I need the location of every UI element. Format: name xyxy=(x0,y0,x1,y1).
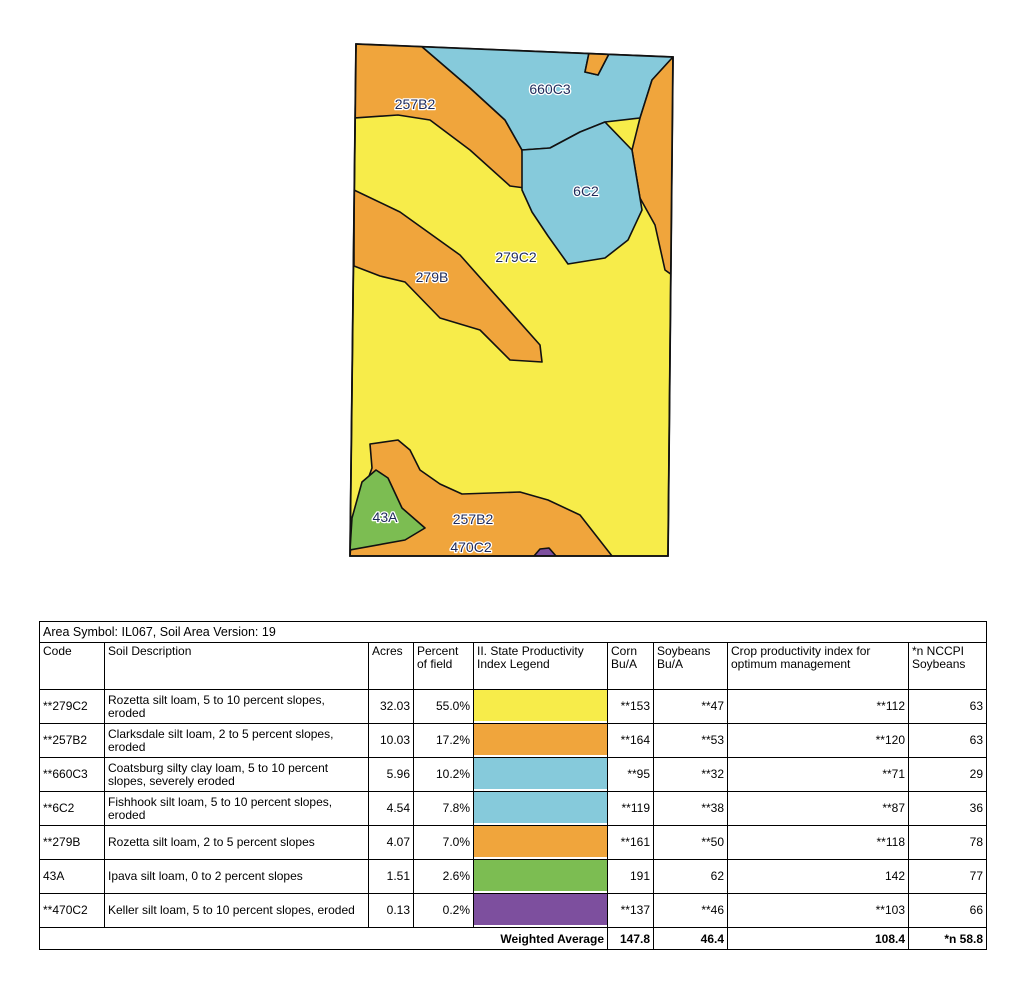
cell-cpi: 142 xyxy=(728,860,909,894)
cell-code: **279C2 xyxy=(40,690,105,724)
legend-swatch xyxy=(474,894,607,925)
header-soybeans: Soybeans Bu/A xyxy=(654,643,728,690)
cell-corn: **95 xyxy=(608,758,654,792)
cell-soybeans: **46 xyxy=(654,894,728,928)
cell-code: **279B xyxy=(40,826,105,860)
cell-acres: 1.51 xyxy=(369,860,414,894)
weighted-average-soybeans: 46.4 xyxy=(654,928,728,950)
legend-swatch xyxy=(474,860,607,891)
cell-soybeans: **53 xyxy=(654,724,728,758)
cell-cpi: **112 xyxy=(728,690,909,724)
cell-acres: 5.96 xyxy=(369,758,414,792)
cell-code: 43A xyxy=(40,860,105,894)
table-row xyxy=(40,690,987,724)
weighted-average-nccpi: *n 58.8 xyxy=(909,928,987,950)
header-description: Soil Description xyxy=(105,643,369,690)
legend-swatch xyxy=(474,792,607,823)
header-cpi: Crop productivity index for optimum management xyxy=(728,643,909,690)
map-label-257B2-top: 257B2 xyxy=(394,96,436,112)
map-label-470C2: 470C2 xyxy=(450,539,492,555)
cell-corn: **164 xyxy=(608,724,654,758)
cell-description: Rozetta silt loam, 5 to 10 percent slopes, eroded xyxy=(105,690,369,724)
soil-table xyxy=(39,621,987,950)
cell-description: Fishhook silt loam, 5 to 10 percent slopes, eroded xyxy=(105,792,369,826)
cell-cpi: **118 xyxy=(728,826,909,860)
cell-percent: 2.6% xyxy=(414,860,474,894)
cell-nccpi: 77 xyxy=(909,860,987,894)
cell-soybeans: **50 xyxy=(654,826,728,860)
header-row xyxy=(40,643,987,690)
weighted-average-cpi: 108.4 xyxy=(728,928,909,950)
cell-percent: 7.0% xyxy=(414,826,474,860)
soil-table-container xyxy=(39,621,986,950)
cell-acres: 4.07 xyxy=(369,826,414,860)
cell-corn: **137 xyxy=(608,894,654,928)
legend-swatch xyxy=(474,826,607,857)
header-nccpi: *n NCCPI Soybeans xyxy=(909,643,987,690)
cell-code: **660C3 xyxy=(40,758,105,792)
legend-swatch xyxy=(474,690,607,721)
map-label-279C2: 279C2 xyxy=(495,249,537,265)
cell-acres: 0.13 xyxy=(369,894,414,928)
map-label-257B2-bottom: 257B2 xyxy=(452,511,494,527)
cell-legend xyxy=(474,860,608,894)
cell-nccpi: 78 xyxy=(909,826,987,860)
header-legend: II. State Productivity Index Legend xyxy=(474,643,608,690)
table-row xyxy=(40,894,987,928)
map-label-660C3: 660C3 xyxy=(529,81,571,97)
cell-nccpi: 36 xyxy=(909,792,987,826)
cell-corn: 191 xyxy=(608,860,654,894)
cell-corn: **119 xyxy=(608,792,654,826)
area-symbol: Area Symbol: IL067, Soil Area Version: 19 xyxy=(40,622,987,643)
cell-legend xyxy=(474,690,608,724)
cell-nccpi: 63 xyxy=(909,690,987,724)
cell-legend xyxy=(474,826,608,860)
cell-description: Coatsburg silty clay loam, 5 to 10 percent slopes, severely eroded xyxy=(105,758,369,792)
area-symbol-row xyxy=(40,622,987,643)
cell-soybeans: **32 xyxy=(654,758,728,792)
map-label-279B: 279B xyxy=(415,269,449,285)
cell-cpi: **103 xyxy=(728,894,909,928)
map-label-6C2: 6C2 xyxy=(573,183,599,199)
cell-legend xyxy=(474,792,608,826)
header-code: Code xyxy=(40,643,105,690)
cell-percent: 7.8% xyxy=(414,792,474,826)
cell-percent: 0.2% xyxy=(414,894,474,928)
cell-legend xyxy=(474,894,608,928)
weighted-average-label: Weighted Average xyxy=(40,928,608,950)
cell-nccpi: 66 xyxy=(909,894,987,928)
cell-percent: 55.0% xyxy=(414,690,474,724)
weighted-average-corn: 147.8 xyxy=(608,928,654,950)
weighted-average-row xyxy=(40,928,987,950)
cell-acres: 10.03 xyxy=(369,724,414,758)
cell-corn: **161 xyxy=(608,826,654,860)
cell-percent: 10.2% xyxy=(414,758,474,792)
cell-code: **470C2 xyxy=(40,894,105,928)
header-acres: Acres xyxy=(369,643,414,690)
cell-cpi: **71 xyxy=(728,758,909,792)
legend-swatch xyxy=(474,724,607,755)
cell-percent: 17.2% xyxy=(414,724,474,758)
cell-corn: **153 xyxy=(608,690,654,724)
table-row xyxy=(40,826,987,860)
table-row xyxy=(40,860,987,894)
cell-legend xyxy=(474,758,608,792)
cell-soybeans: **47 xyxy=(654,690,728,724)
header-corn: Corn Bu/A xyxy=(608,643,654,690)
table-row xyxy=(40,792,987,826)
cell-nccpi: 29 xyxy=(909,758,987,792)
cell-code: **6C2 xyxy=(40,792,105,826)
header-percent: Percent of field xyxy=(414,643,474,690)
cell-acres: 4.54 xyxy=(369,792,414,826)
cell-soybeans: 62 xyxy=(654,860,728,894)
cell-soybeans: **38 xyxy=(654,792,728,826)
cell-description: Clarksdale silt loam, 2 to 5 percent slopes, eroded xyxy=(105,724,369,758)
cell-cpi: **87 xyxy=(728,792,909,826)
cell-description: Rozetta silt loam, 2 to 5 percent slopes xyxy=(105,826,369,860)
table-row xyxy=(40,758,987,792)
cell-legend xyxy=(474,724,608,758)
cell-description: Ipava silt loam, 0 to 2 percent slopes xyxy=(105,860,369,894)
cell-acres: 32.03 xyxy=(369,690,414,724)
legend-swatch xyxy=(474,758,607,789)
map-label-43A: 43A xyxy=(372,509,398,525)
cell-description: Keller silt loam, 5 to 10 percent slopes, eroded xyxy=(105,894,369,928)
table-row xyxy=(40,724,987,758)
cell-nccpi: 63 xyxy=(909,724,987,758)
cell-code: **257B2 xyxy=(40,724,105,758)
cell-cpi: **120 xyxy=(728,724,909,758)
